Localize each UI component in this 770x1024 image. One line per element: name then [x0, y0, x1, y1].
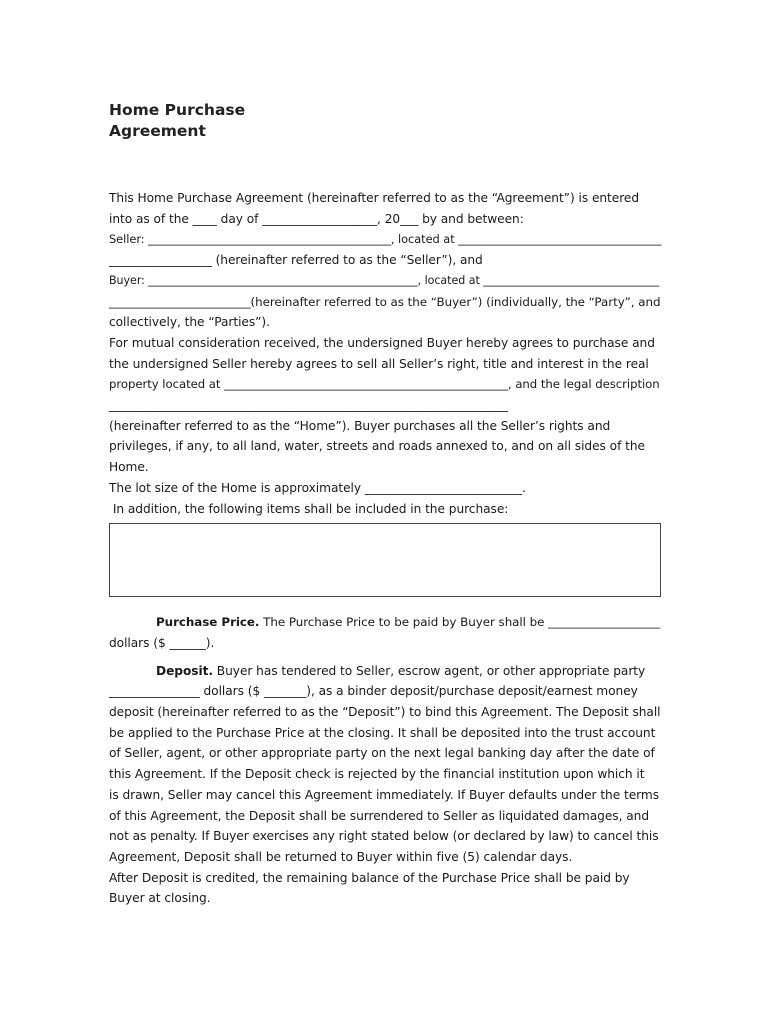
property-line: property located at _________________________________________________, and the legal description: [109, 377, 660, 392]
deposit-line: _______________ dollars ($ _______), as a binder deposit/purchase deposit/earnest money: [109, 684, 638, 699]
deposit-line: Agreement, Deposit shall be returned to Buyer within five (5) calendar days.: [109, 849, 573, 864]
purchase-price-line: dollars ($ ______).: [109, 635, 215, 650]
seller-line: Seller: ___________________________________________, located at ____________________________________: [109, 232, 662, 247]
balance-line: After Deposit is credited, the remaining balance of the Purchase Price shall be paid by: [109, 870, 630, 885]
buyer-line: ________________________(hereinafter referred to as the “Buyer”) (individually, the “Party”, and: [109, 294, 661, 309]
document-title: [109, 100, 245, 142]
purchase-price-heading: Purchase Price.: [156, 615, 260, 630]
buyer-line: Buyer: _________________________________________________, located at ________________________________: [109, 273, 660, 287]
deposit-line: [109, 661, 661, 682]
lot-size-line: The lot size of the Home is approximately __________________________.: [109, 480, 526, 495]
deposit-line: not as penalty. If Buyer exercises any right stated below (or declared by law) to cancel this: [109, 829, 659, 844]
consideration-line: For mutual consideration received, the undersigned Buyer hereby agrees to purchase and: [109, 335, 655, 350]
parties-line: collectively, the “Parties”).: [109, 315, 270, 330]
deposit-line: of Seller, agent, or other appropriate party on the next legal banking day after the date of: [109, 746, 655, 761]
home-definition-line: Home.: [109, 460, 149, 475]
deposit-text: Buyer has tendered to Seller, escrow agent, or other appropriate party: [212, 663, 646, 678]
home-definition-line: (hereinafter referred to as the “Home”). Buyer purchases all the Seller’s rights and: [109, 418, 611, 433]
deposit-heading: Deposit.: [156, 663, 213, 678]
deposit-line: be applied to the Purchase Price at the closing. It shall be deposited into the trust account: [109, 725, 656, 740]
included-items-box[interactable]: [109, 523, 661, 597]
paragraph-gap: [109, 654, 661, 661]
deposit-line: of this Agreement, the Deposit shall be surrendered to Seller as liquidated damages, and: [109, 808, 650, 823]
home-definition-line: privileges, if any, to all land, water, streets and roads annexed to, and on all sides of the: [109, 439, 645, 454]
deposit-line: is drawn, Seller may cancel this Agreement immediately. If Buyer defaults under the terms: [109, 787, 660, 802]
purchase-price-line: [109, 612, 661, 633]
document-body: [109, 188, 661, 909]
intro-line: into as of the ____ day of ___________________, 20___ by and between:: [109, 211, 524, 226]
consideration-line: the undersigned Seller hereby agrees to sell all Seller’s right, title and interest in the real: [109, 356, 649, 371]
deposit-line: deposit (hereinafter referred to as the “Deposit”) to bind this Agreement. The Deposit shall: [109, 705, 661, 720]
deposit-line: this Agreement. If the Deposit check is rejected by the financial institution upon which it: [109, 767, 645, 782]
title-line-2: Agreement: [109, 122, 206, 140]
legal-description-line: __________________________________________________________________: [109, 398, 508, 413]
purchase-price-text: The Purchase Price to be paid by Buyer shall be ___________________: [259, 615, 661, 630]
seller-line: _________________ (hereinafter referred to as the “Seller”), and: [109, 253, 483, 268]
included-items-line: In addition, the following items shall be included in the purchase:: [109, 501, 509, 516]
balance-line: Buyer at closing.: [109, 891, 211, 906]
title-line-1: Home Purchase: [109, 101, 246, 119]
intro-line: This Home Purchase Agreement (hereinafter referred to as the “Agreement”) is entered: [109, 191, 640, 205]
